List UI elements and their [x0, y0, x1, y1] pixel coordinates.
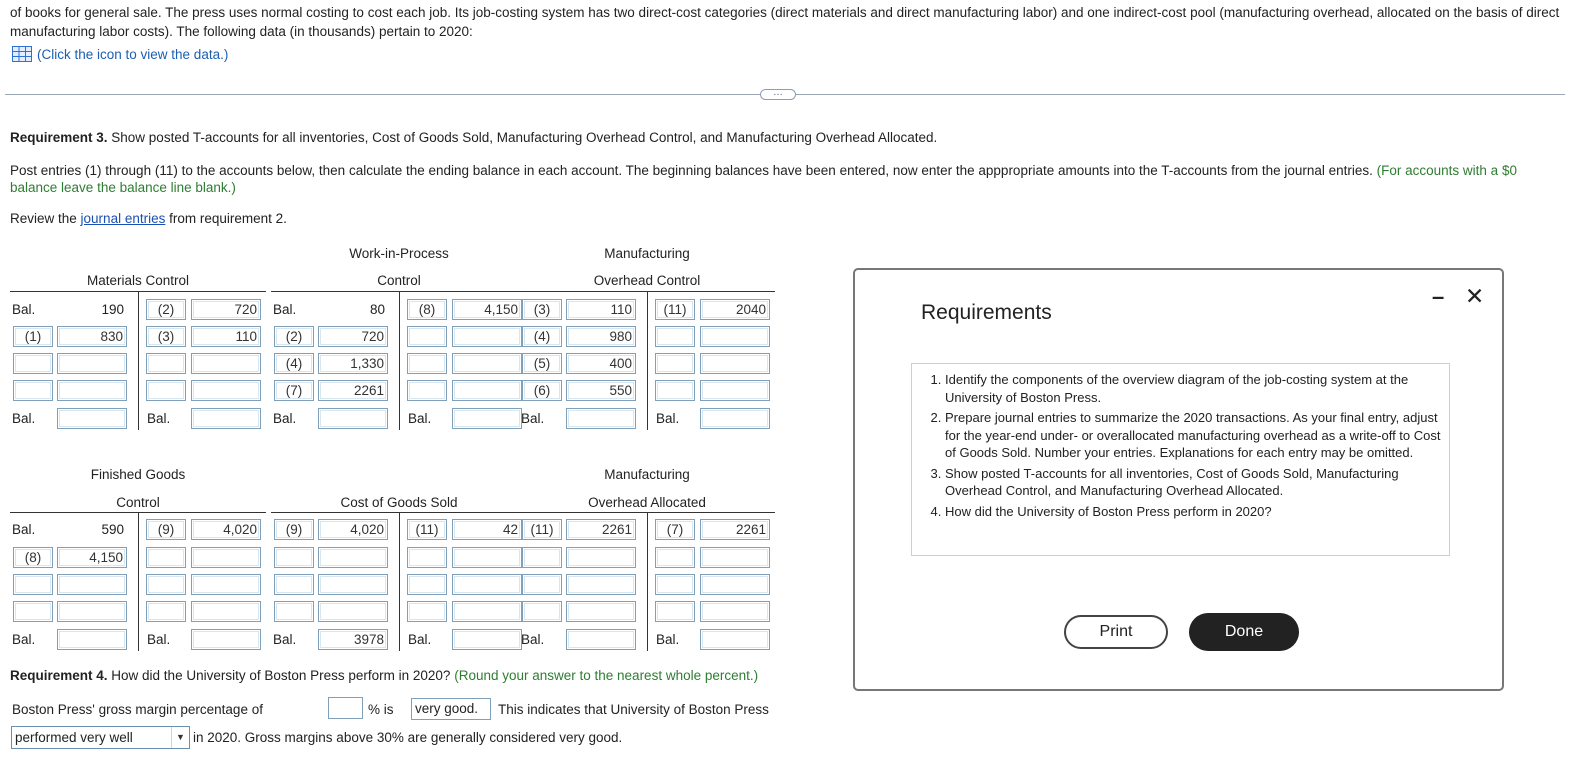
- minimize-icon[interactable]: –: [1432, 284, 1445, 309]
- taccount-moh-allocated-debit-ref-input[interactable]: [522, 547, 562, 568]
- taccount-wip-center-rule: [399, 291, 400, 430]
- dialog-title: Requirements: [921, 301, 1052, 324]
- taccount-moh-allocated-credit-balance-input[interactable]: [700, 629, 770, 650]
- taccount-moh-allocated-debit-ref-input[interactable]: (11): [522, 519, 562, 540]
- taccount-cogs-credit-ref-input[interactable]: (11): [407, 519, 447, 540]
- taccount-moh-control-debit-amount-input[interactable]: 110: [566, 299, 636, 320]
- taccount-cogs-credit-balance-label: Bal.: [408, 632, 432, 647]
- taccount-moh-allocated-debit-amount-input[interactable]: [566, 601, 636, 622]
- taccount-moh-allocated-credit-amount-input[interactable]: 2261: [700, 519, 770, 540]
- taccount-moh-allocated-debit-ref-input[interactable]: [522, 574, 562, 595]
- taccount-finished-debit-amount-input[interactable]: [57, 574, 127, 595]
- taccount-moh-control-debit-amount-input[interactable]: 400: [566, 353, 636, 374]
- taccount-finished-debit-amount-input[interactable]: [57, 601, 127, 622]
- gross-margin-input[interactable]: [328, 697, 363, 719]
- taccount-wip-title-line1: Work-in-Process: [349, 246, 449, 261]
- taccount-moh-control-credit-balance-label: Bal.: [656, 411, 680, 426]
- taccount-finished-credit-amount-input[interactable]: [191, 574, 261, 595]
- percent-is-label: % is: [368, 702, 394, 717]
- view-data-text[interactable]: (Click the icon to view the data.): [37, 46, 229, 62]
- taccount-moh-control-credit-amount-input[interactable]: [700, 353, 770, 374]
- taccount-wip-debit-ref-input[interactable]: (2): [274, 326, 314, 347]
- taccount-wip-credit-amount-input[interactable]: [452, 380, 522, 401]
- taccount-wip-credit-amount-input[interactable]: [452, 326, 522, 347]
- taccount-moh-control-debit-amount-input[interactable]: 980: [566, 326, 636, 347]
- taccount-finished-title-line1: Finished Goods: [90, 467, 186, 482]
- dropdown-arrow-icon[interactable]: ▼: [171, 727, 189, 748]
- taccount-cogs-debit-ref-input[interactable]: [274, 547, 314, 568]
- taccount-wip-title: Control: [377, 273, 421, 288]
- taccount-cogs-debit-amount-input[interactable]: [318, 574, 388, 595]
- taccount-moh-allocated-credit-balance-label: Bal.: [656, 632, 680, 647]
- taccount-wip-debit-label: Bal.: [273, 302, 297, 317]
- taccount-moh-allocated-credit-amount-input[interactable]: [700, 547, 770, 568]
- taccount-moh-allocated-credit-amount-input[interactable]: [700, 574, 770, 595]
- taccount-moh-control-credit-amount-input[interactable]: [700, 326, 770, 347]
- taccount-moh-allocated-debit-amount-input[interactable]: [566, 547, 636, 568]
- taccount-moh-allocated-title: Overhead Allocated: [588, 495, 706, 510]
- taccount-materials-title: Materials Control: [86, 273, 190, 288]
- taccount-finished-credit-amount-input[interactable]: 4,020: [191, 519, 261, 540]
- taccount-cogs-debit-ref-input[interactable]: (9): [274, 519, 314, 540]
- taccount-cogs-debit-amount-input[interactable]: 4,020: [318, 519, 388, 540]
- taccount-cogs-credit-ref-input[interactable]: [407, 547, 447, 568]
- taccount-wip-debit-amount-input[interactable]: 2261: [318, 380, 388, 401]
- taccount-moh-control-debit-balance-input[interactable]: [566, 408, 636, 429]
- taccount-materials-debit-ref-input[interactable]: (1): [13, 326, 53, 347]
- taccount-materials-debit-amount-input[interactable]: [57, 380, 127, 401]
- requirement-item: 1. Identify the components of the overview diagram of the job-costing system at the University of Boston Press.: [945, 371, 1441, 406]
- taccount-materials-debit-ref-input[interactable]: [13, 380, 53, 401]
- taccount-moh-allocated-center-rule: [647, 512, 648, 651]
- taccount-moh-allocated-debit-balance-label: Bal.: [521, 632, 545, 647]
- taccount-cogs-credit-balance-input[interactable]: [452, 629, 522, 650]
- taccount-cogs-debit-balance-label: Bal.: [273, 632, 297, 647]
- taccount-cogs-debit-ref-input[interactable]: [274, 601, 314, 622]
- taccount-moh-control-debit-balance-label: Bal.: [521, 411, 545, 426]
- taccount-moh-control-credit-ref-input[interactable]: [655, 380, 695, 401]
- taccount-moh-allocated-debit-amount-input[interactable]: [566, 574, 636, 595]
- conclusion-text: in 2020. Gross margins above 30% are generally considered very good.: [193, 730, 623, 745]
- taccount-moh-control-credit-balance-input[interactable]: [700, 408, 770, 429]
- taccount-materials-debit-label: Bal.: [12, 302, 36, 317]
- taccount-moh-allocated-credit-ref-input[interactable]: (7): [655, 519, 695, 540]
- taccount-finished-debit-ref-input[interactable]: [13, 601, 53, 622]
- taccount-moh-allocated-debit-ref-input[interactable]: [522, 601, 562, 622]
- taccount-materials-credit-balance-label: Bal.: [147, 411, 171, 426]
- taccount-finished-debit-ref-input[interactable]: [13, 574, 53, 595]
- review-pre: Review the: [10, 211, 81, 226]
- requirement-item: 3. Show posted T-accounts for all inventories, Cost of Goods Sold, Manufacturing Overhead Control, and Manufacturing Overhead Allocated.: [945, 465, 1441, 500]
- taccount-wip-debit-amount: 80: [369, 302, 385, 317]
- taccount-finished-credit-balance-label: Bal.: [147, 632, 171, 647]
- taccount-moh-control-debit-ref-input[interactable]: (5): [522, 353, 562, 374]
- taccount-finished-debit-balance-label: Bal.: [12, 632, 36, 647]
- taccount-moh-allocated-credit-ref-input[interactable]: [655, 547, 695, 568]
- post-text: Post entries (1) through (11) to the accounts below, then calculate the ending balance in each account. The beginning balances have been entered, now enter the apppropriate amounts into the T-accounts from the journal entries.: [10, 163, 1373, 178]
- review-line: [10, 211, 287, 226]
- taccount-cogs-credit-amount-input[interactable]: [452, 601, 522, 622]
- taccount-moh-control-title: Overhead Control: [593, 273, 701, 288]
- taccount-finished-credit-amount-input[interactable]: [191, 601, 261, 622]
- taccount-wip-debit-balance-input[interactable]: [318, 408, 388, 429]
- taccount-materials-credit-amount-input[interactable]: [191, 380, 261, 401]
- requirements-dialog: [853, 268, 1504, 691]
- taccount-cogs-debit-amount-input[interactable]: [318, 547, 388, 568]
- taccount-materials-debit-ref-input[interactable]: [13, 353, 53, 374]
- requirement-3-heading: [10, 130, 937, 145]
- taccount-moh-allocated-credit-ref-input[interactable]: [655, 601, 695, 622]
- taccount-moh-control-debit-ref-input[interactable]: (3): [522, 299, 562, 320]
- taccount-wip-credit-balance-label: Bal.: [408, 411, 432, 426]
- taccount-moh-allocated-credit-amount-input[interactable]: [700, 601, 770, 622]
- view-data-link[interactable]: [12, 46, 228, 62]
- taccount-cogs-credit-ref-input[interactable]: [407, 574, 447, 595]
- req4-text: How did the University of Boston Press perform in 2020?: [107, 668, 451, 683]
- taccount-cogs-debit-balance-input[interactable]: 3978: [318, 629, 388, 650]
- taccount-moh-allocated-credit-ref-input[interactable]: [655, 574, 695, 595]
- taccount-moh-control-debit-amount-input[interactable]: 550: [566, 380, 636, 401]
- taccount-finished-center-rule: [138, 512, 139, 651]
- taccount-finished-debit-balance-input[interactable]: [57, 629, 127, 650]
- requirement-4-heading: [10, 668, 758, 683]
- taccount-moh-allocated-debit-amount-input[interactable]: 2261: [566, 519, 636, 540]
- taccount-moh-control-debit-ref-input[interactable]: (6): [522, 380, 562, 401]
- taccount-finished-debit-label: Bal.: [12, 522, 36, 537]
- taccount-materials-debit-amount: 190: [101, 302, 124, 317]
- taccount-materials-credit-amount-input[interactable]: 720: [191, 299, 261, 320]
- taccount-materials-credit-ref-input[interactable]: [146, 353, 186, 374]
- indicates-text: This indicates that University of Boston Press: [498, 702, 769, 717]
- table-icon[interactable]: [12, 46, 32, 62]
- close-icon[interactable]: ✕: [1465, 283, 1485, 309]
- taccount-cogs-center-rule: [399, 512, 400, 651]
- taccount-finished-credit-ref-input[interactable]: (9): [146, 519, 186, 540]
- req4-bold: Requirement 4.: [10, 668, 108, 683]
- taccount-cogs-debit-ref-input[interactable]: [274, 574, 314, 595]
- taccount-finished-credit-amount-input[interactable]: [191, 547, 261, 568]
- print-button[interactable]: Print: [1064, 615, 1168, 649]
- taccount-cogs-credit-amount-input[interactable]: [452, 547, 522, 568]
- taccount-wip-credit-ref-input[interactable]: [407, 326, 447, 347]
- post-instructions: [10, 162, 1550, 196]
- taccount-cogs-title: Cost of Goods Sold: [340, 495, 458, 510]
- taccount-materials-credit-amount-input[interactable]: [191, 353, 261, 374]
- taccount-moh-control-credit-ref-input[interactable]: [655, 353, 695, 374]
- taccount-moh-control-credit-amount-input[interactable]: [700, 380, 770, 401]
- taccount-finished-debit-amount: 590: [101, 522, 124, 537]
- taccount-wip-credit-ref-input[interactable]: [407, 380, 447, 401]
- taccount-moh-control-credit-amount-input[interactable]: 2040: [700, 299, 770, 320]
- taccount-wip-credit-amount-input[interactable]: [452, 353, 522, 374]
- taccount-wip-debit-ref-input[interactable]: (4): [274, 353, 314, 374]
- taccount-cogs-credit-ref-input[interactable]: [407, 601, 447, 622]
- taccount-wip-debit-ref-input[interactable]: (7): [274, 380, 314, 401]
- taccount-wip-credit-ref-input[interactable]: (8): [407, 299, 447, 320]
- taccount-materials-debit-balance-input[interactable]: [57, 408, 127, 429]
- taccount-finished-debit-ref-input[interactable]: (8): [13, 547, 53, 568]
- req3-text: Show posted T-accounts for all inventories, Cost of Goods Sold, Manufacturing Overhead Control, and Manufacturing Overhead Allocated.: [107, 130, 938, 145]
- taccount-wip-credit-amount-input[interactable]: 4,150: [452, 299, 522, 320]
- done-button[interactable]: Done: [1189, 613, 1299, 651]
- taccount-finished-credit-ref-input[interactable]: [146, 574, 186, 595]
- taccount-wip-debit-amount-input[interactable]: 720: [318, 326, 388, 347]
- performance-select[interactable]: [11, 726, 190, 749]
- taccount-materials-credit-balance-input[interactable]: [191, 408, 261, 429]
- taccount-materials-debit-amount-input[interactable]: [57, 353, 127, 374]
- requirements-list: [911, 363, 1450, 556]
- taccount-finished-title: Control: [116, 495, 160, 510]
- taccount-materials-credit-ref-input[interactable]: [146, 380, 186, 401]
- taccount-materials-center-rule: [138, 291, 139, 430]
- taccount-moh-control-center-rule: [647, 291, 648, 430]
- taccount-wip-debit-amount-input[interactable]: 1,330: [318, 353, 388, 374]
- taccount-moh-allocated-title-line1: Manufacturing: [604, 467, 690, 482]
- taccount-materials-credit-ref-input[interactable]: (2): [146, 299, 186, 320]
- expand-ellipsis-button[interactable]: …: [760, 89, 796, 100]
- taccount-wip-credit-balance-input[interactable]: [452, 408, 522, 429]
- gross-margin-label: Boston Press' gross margin percentage of: [12, 702, 263, 717]
- taccount-moh-control-credit-ref-input[interactable]: (11): [655, 299, 695, 320]
- gross-margin-rating-field[interactable]: very good.: [411, 698, 491, 720]
- taccount-cogs-debit-amount-input[interactable]: [318, 601, 388, 622]
- taccount-moh-control-credit-ref-input[interactable]: [655, 326, 695, 347]
- req4-note: (Round your answer to the nearest whole percent.): [450, 668, 759, 683]
- taccount-materials-debit-amount-input[interactable]: 830: [57, 326, 127, 347]
- taccount-materials-debit-balance-label: Bal.: [12, 411, 36, 426]
- taccount-wip-debit-balance-label: Bal.: [273, 411, 297, 426]
- taccount-materials-credit-amount-input[interactable]: 110: [191, 326, 261, 347]
- taccount-cogs-credit-amount-input[interactable]: [452, 574, 522, 595]
- performance-select-value[interactable]: performed very well: [15, 730, 133, 745]
- taccount-finished-credit-balance-input[interactable]: [191, 629, 261, 650]
- taccount-wip-credit-ref-input[interactable]: [407, 353, 447, 374]
- taccount-finished-credit-ref-input[interactable]: [146, 547, 186, 568]
- taccount-cogs-credit-amount-input[interactable]: 42: [452, 519, 522, 540]
- taccount-finished-debit-amount-input[interactable]: 4,150: [57, 547, 127, 568]
- review-post: from requirement 2.: [165, 211, 287, 226]
- taccount-moh-control-title-line1: Manufacturing: [604, 246, 690, 261]
- taccount-moh-allocated-debit-balance-input[interactable]: [566, 629, 636, 650]
- post-note: (For accounts with a $0 balance leave the balance line blank.): [10, 163, 1517, 195]
- taccount-finished-credit-ref-input[interactable]: [146, 601, 186, 622]
- req3-bold: Requirement 3.: [10, 130, 108, 145]
- requirement-item: 4. How did the University of Boston Press perform in 2020?: [945, 503, 1441, 521]
- problem-intro: of books for general sale. The press uses normal costing to cost each job. Its job-costing system has two direct-cost categories (direct materials and direct manufacturing labor) and one indirect-cost pool (manufacturing overhead, allocated on the basis of direct manufacturing labor costs). The following data (in thousands) pertain to 2020:: [10, 5, 1560, 39]
- taccount-moh-control-debit-ref-input[interactable]: (4): [522, 326, 562, 347]
- journal-entries-link[interactable]: journal entries: [80, 211, 166, 226]
- requirement-item: 2. Prepare journal entries to summarize the 2020 transactions. As your final entry, adjust for the year-end under- or overallocated manufacturing overhead as a write-off to Cost of Goods Sold. Number your entries. Explanations for each entry may be omitted.: [945, 409, 1441, 462]
- taccount-materials-credit-ref-input[interactable]: (3): [146, 326, 186, 347]
